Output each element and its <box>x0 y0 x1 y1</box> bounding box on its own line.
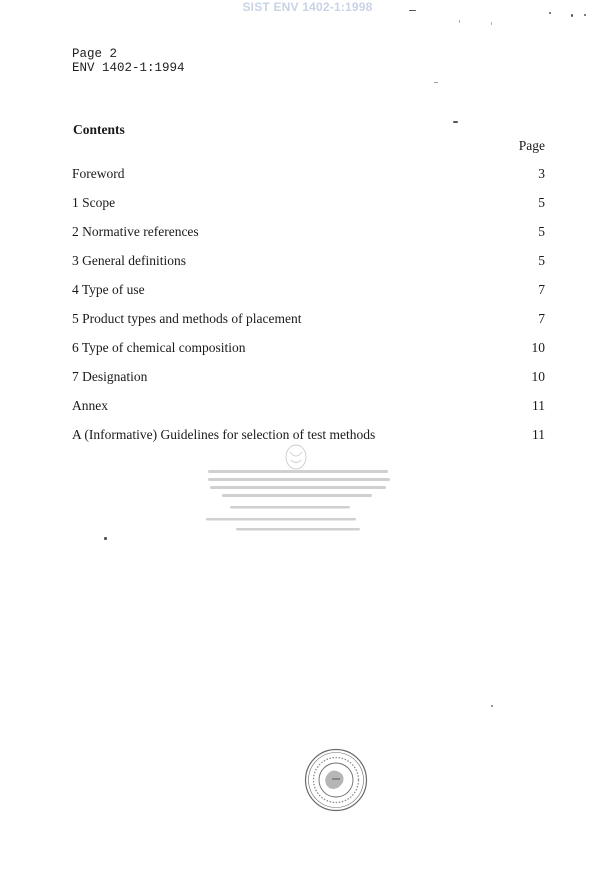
toc-entry-foreword[interactable] <box>72 166 545 195</box>
toc-entry-page: 5 <box>538 224 545 239</box>
page-header <box>72 47 185 75</box>
toc-entry-title: Foreword <box>72 166 125 181</box>
page-number: Page 2 <box>72 47 118 61</box>
faint-library-stamp <box>200 440 400 555</box>
toc-entry-annex[interactable] <box>72 398 545 427</box>
toc-entry-product-types[interactable] <box>72 311 545 340</box>
scan-speck <box>491 705 493 707</box>
toc-entry-designation[interactable] <box>72 369 545 398</box>
standard-reference: ENV 1402-1:1994 <box>72 61 185 75</box>
toc-entry-page: 7 <box>538 311 545 326</box>
page-column-label: Page <box>518 138 545 153</box>
toc-entry-page: 11 <box>532 398 545 413</box>
toc-entry-title: 1 Scope <box>72 195 116 210</box>
toc-entry-title: 7 Designation <box>72 369 148 384</box>
scan-speck <box>584 14 586 16</box>
toc-entry-title: 2 Normative references <box>72 224 199 239</box>
scan-speck <box>459 20 460 23</box>
toc-entry-title: 6 Type of chemical composition <box>72 340 246 355</box>
toc-entry-scope[interactable] <box>72 195 545 224</box>
toc-entry-chemical-composition[interactable] <box>72 340 545 369</box>
toc-entry-page: 5 <box>538 253 545 268</box>
toc-entry-page: 11 <box>532 427 545 442</box>
toc-entry-page: 3 <box>538 166 545 181</box>
toc-entry-title: A (Informative) Guidelines for selection of test methods <box>72 427 376 442</box>
toc-entry-type-of-use[interactable] <box>72 282 545 311</box>
institute-seal-stamp <box>304 748 368 812</box>
toc-entry-page: 7 <box>538 282 545 297</box>
scan-speck <box>491 22 492 25</box>
toc-entry-title: 4 Type of use <box>72 282 145 297</box>
scan-speck <box>571 14 573 17</box>
toc-entry-page: 10 <box>531 340 545 355</box>
toc-entry-title: 3 General definitions <box>72 253 186 268</box>
toc-entry-page: 5 <box>538 195 545 210</box>
scan-speck <box>409 10 416 11</box>
scan-speck <box>549 12 551 14</box>
contents-heading: Contents <box>73 122 125 137</box>
toc-entry-page: 10 <box>531 369 545 384</box>
toc-entry-normative-references[interactable] <box>72 224 545 253</box>
table-of-contents <box>72 166 545 456</box>
toc-entry-title: 5 Product types and methods of placement <box>72 311 302 326</box>
toc-entry-general-definitions[interactable] <box>72 253 545 282</box>
watermark: SIST ENV 1402-1:1998 <box>242 0 373 14</box>
scan-speck <box>104 537 107 540</box>
scan-speck <box>453 121 458 123</box>
scan-speck <box>434 82 438 83</box>
toc-entry-title: Annex <box>72 398 108 413</box>
